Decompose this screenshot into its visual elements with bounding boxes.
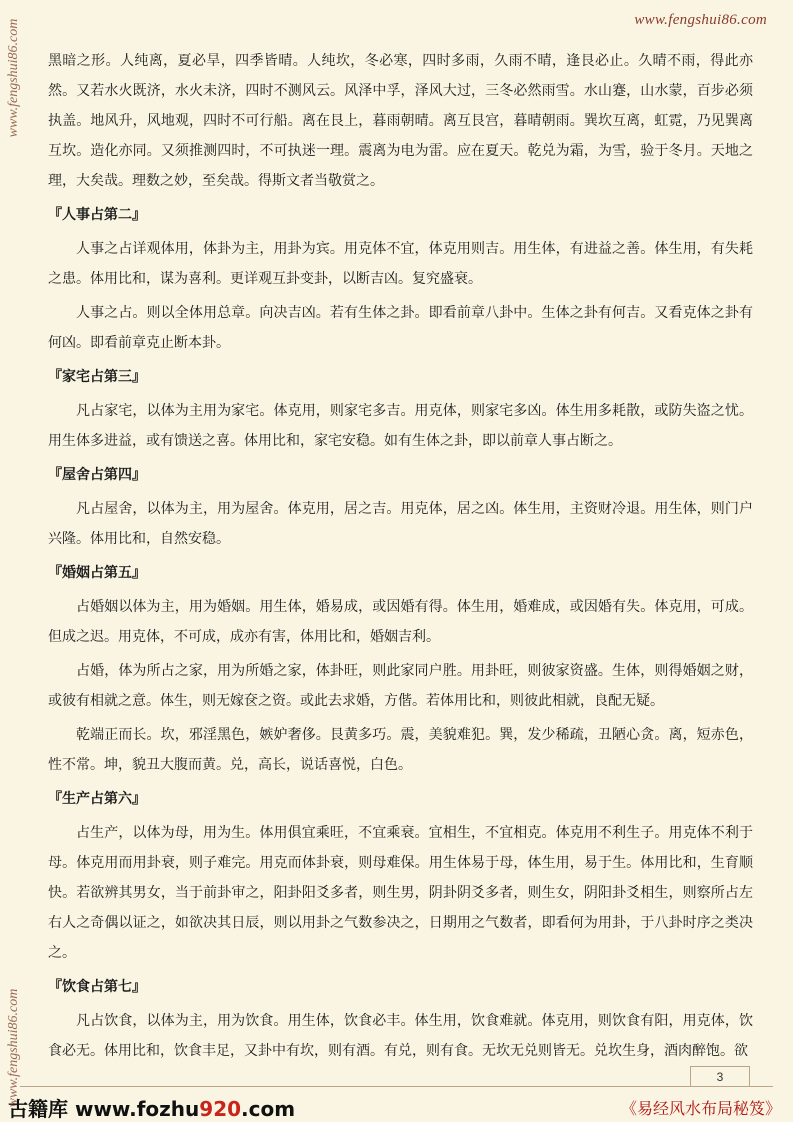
body-paragraph: 凡占家宅，以体为主用为家宅。体克用，则家宅多吉。用克体，则家宅多凶。体生用多耗散，或防失盗之忧。用生体多进益，或有馈送之喜。体用比和，家宅安稳。如有生体之卦，即以前章人事占断之。 — [48, 403, 753, 449]
footer-divider — [20, 1086, 773, 1087]
section-heading: 『屋舍占第四』 — [48, 467, 146, 483]
logo-text: 古籍库 — [8, 1097, 68, 1121]
body-paragraph: 人事之占详观体用，体卦为主，用卦为宾。用克体不宜，体克用则吉。用生体，有进益之善。体生用，有失耗之患。体用比和，谋为喜利。更详观互卦变卦，以断吉凶。复究盛衰。 — [48, 241, 753, 287]
section-heading: 『人事占第二』 — [48, 207, 146, 223]
site-logo — [8, 1093, 295, 1122]
section-heading: 『生产占第六』 — [48, 791, 146, 807]
page-number: 3 — [690, 1066, 750, 1087]
body-paragraph: 人事之占。则以全体用总章。向决吉凶。若有生体之卦。即看前章八卦中。生体之卦有何吉。又看克体之卦有何凶。即看前章克止断本卦。 — [48, 305, 753, 351]
body-paragraph: 占婚姻以体为主，用为婚姻。用生体，婚易成，或因婚有得。体生用，婚难成，或因婚有失。体克用，可成。但成之迟。用克体，不可成，成亦有害，体用比和，婚姻吉利。 — [48, 599, 753, 645]
side-watermark-top: www.fengshui86.com — [6, 18, 21, 138]
body-paragraph: 凡占屋舍，以体为主，用为屋舍。体克用，居之吉。用克体，居之凶。体生用，主资财冷退。用生体，则门户兴隆。体用比和，自然安稳。 — [48, 501, 753, 547]
side-watermark-bottom: www.fengshui86.com — [6, 988, 21, 1108]
document-body — [48, 46, 753, 1066]
body-paragraph: 占生产，以体为母，用为生。体用俱宜乘旺，不宜乘衰。宜相生，不宜相克。体克用不利生子。用克体不利于母。体克用而用卦衰，则子难完。用克而体卦衰，则母难保。用生体易于母，体生用，易于生。体用比和，生育顺快。若欲辨其男女，当于前卦审之，阳卦阳爻多者，则生男，阴卦阴爻多者，则生女，阴阳卦爻相生，则察所占左右人之奇偶以证之，如欲决其日辰，则以用卦之气数参决之，日期用之气数者，即看何为用卦，于八卦时序之类决之。 — [48, 825, 753, 961]
body-paragraph: 占婚，体为所占之家，用为所婚之家，体卦旺，则此家同户胜。用卦旺，则彼家资盛。生体，则得婚姻之财，或彼有相就之意。体生，则无嫁奁之资。或此去求婚，方偕。若体用比和，则彼此相就，良配无疑。 — [48, 663, 753, 709]
body-paragraph: 凡占饮食，以体为主，用为饮食。用生体，饮食必丰。体生用，饮食难就。体克用，则饮食有阳，用克体，饮食必无。体用比和，饮食丰足，又卦中有坎，则有酒。有兑，则有食。无坎无兑则皆无。兑坎生身，酒肉醉饱。欲 — [48, 1013, 753, 1059]
section-heading: 『婚姻占第五』 — [48, 565, 146, 581]
logo-url-prefix: www.fozhu — [68, 1097, 200, 1121]
logo-url-number: 920 — [199, 1097, 242, 1121]
body-paragraph: 黑暗之形。人纯离，夏必旱，四季皆晴。人纯坎，冬必寒，四时多雨，久雨不晴，逢艮必止。久晴不雨，得此亦然。又若水火既济，水火未济，四时不测风云。风泽中孚，泽风大过，三冬必然雨雪。水山蹇，山水蒙，百步必须执盖。地风升，风地观，四时不可行船。离在艮上，暮雨朝晴。离互艮宫，暮晴朝雨。巽坎互离，虹霓，乃见巽离互坎。造化亦同。又须推测四时，不可执迷一理。震离为电为雷。应在夏天。乾兑为霜，为雪，验于冬月。天地之理，大矣哉。理数之妙，至矣哉。得斯文者当敬赏之。 — [48, 53, 753, 189]
book-title: 《易经风水布局秘笈》 — [620, 1099, 781, 1118]
section-heading: 『家宅占第三』 — [48, 369, 146, 385]
section-heading: 『饮食占第七』 — [48, 979, 146, 995]
body-paragraph: 乾端正而长。坎，邪淫黑色，嫉妒奢侈。艮黄多巧。震，美貌难犯。巽，发少稀疏，丑陋心贪。离，短赤色，性不常。坤，貌丑大腹而黄。兑，高长，说话喜悦，白色。 — [48, 727, 753, 773]
logo-url-suffix: .com — [241, 1097, 296, 1121]
header-watermark: www.fengshui86.com — [634, 12, 767, 28]
